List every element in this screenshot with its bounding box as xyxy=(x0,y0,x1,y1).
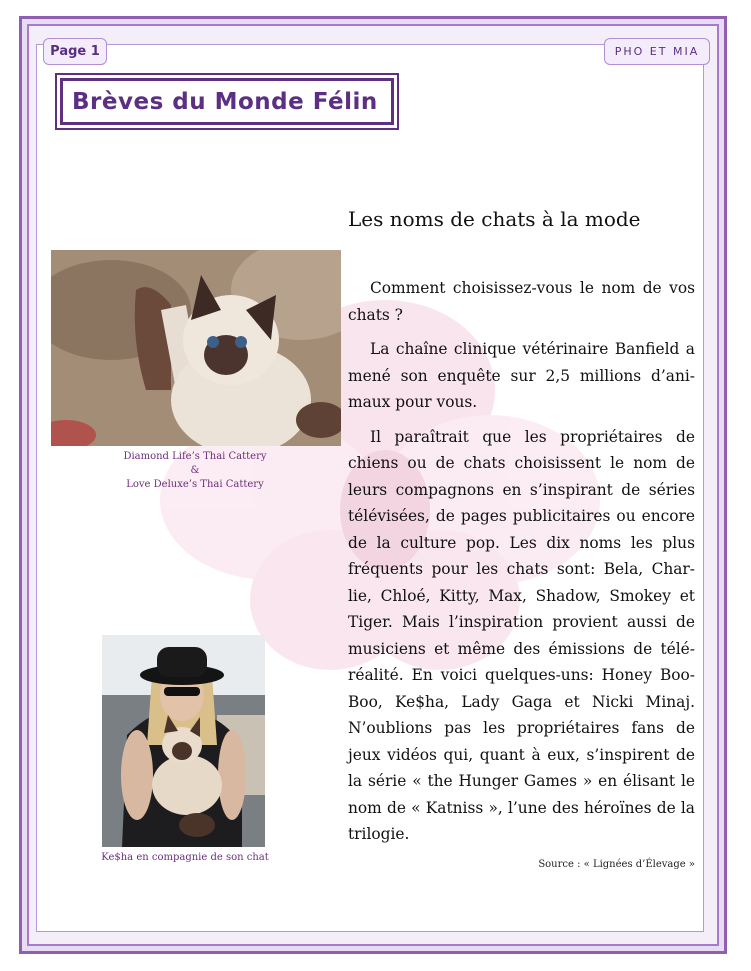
section-title-box xyxy=(55,73,399,130)
section-title: Brèves du Monde Félin xyxy=(60,78,394,125)
authors-label: PHO ET MIA xyxy=(614,45,700,58)
authors-tab xyxy=(604,38,710,65)
article-paragraph-1: Comment choisissez-vous le nom de vos chats ? xyxy=(348,279,695,324)
article-source: Source : « Lignées d’Élevage » xyxy=(538,859,695,870)
kesha-illustration xyxy=(102,635,265,847)
kitten-illustration xyxy=(51,250,341,446)
kesha-photo-caption: Ke$ha en compagnie de son chat xyxy=(101,852,269,863)
article-heading: Les noms de chats à la mode xyxy=(348,207,641,231)
page-number-label: Page 1 xyxy=(50,44,100,59)
caption-line-1: Diamond Life’s Thai Cattery xyxy=(123,451,267,462)
article-paragraph-2: La chaîne clinique vétérinaire Banfield a mené son enquête sur 2,5 millions d’ani-maux pour vous. xyxy=(348,340,695,411)
caption-line-3: Love Deluxe’s Thai Cattery xyxy=(126,479,264,490)
article-paragraph-3: Il paraîtrait que les propriétaires de chiens ou de chats choisissent le nom de leurs compagnons en s’inspirant de séries télévisées, de pages publicitaires ou encore de la culture pop. Les dix noms les plus fréquents pour les chats sont: Bela, Char-lie, Chloé, Kitty, Max, Shadow, Smokey et Tiger. Mais l’inspiration provient aussi de musiciens et même des émissions de télé-réalité. En voici quelques-uns: Honey Boo-Boo, Ke$ha, Lady Gaga et Nicki Minaj. N’oublions pas les propriétaires fans de jeux vidéos qui, quant à eux, s’inspirent de la série « the Hunger Games » en élisant le nom de « Katniss », l’une des héroïnes de la trilogie. xyxy=(348,427,695,843)
caption-line-2: & xyxy=(190,465,200,476)
article-body xyxy=(348,275,695,856)
kitten-photo xyxy=(51,250,341,446)
kitten-photo-caption xyxy=(100,450,290,492)
page-number-tab xyxy=(43,38,107,65)
kesha-photo xyxy=(102,635,265,847)
